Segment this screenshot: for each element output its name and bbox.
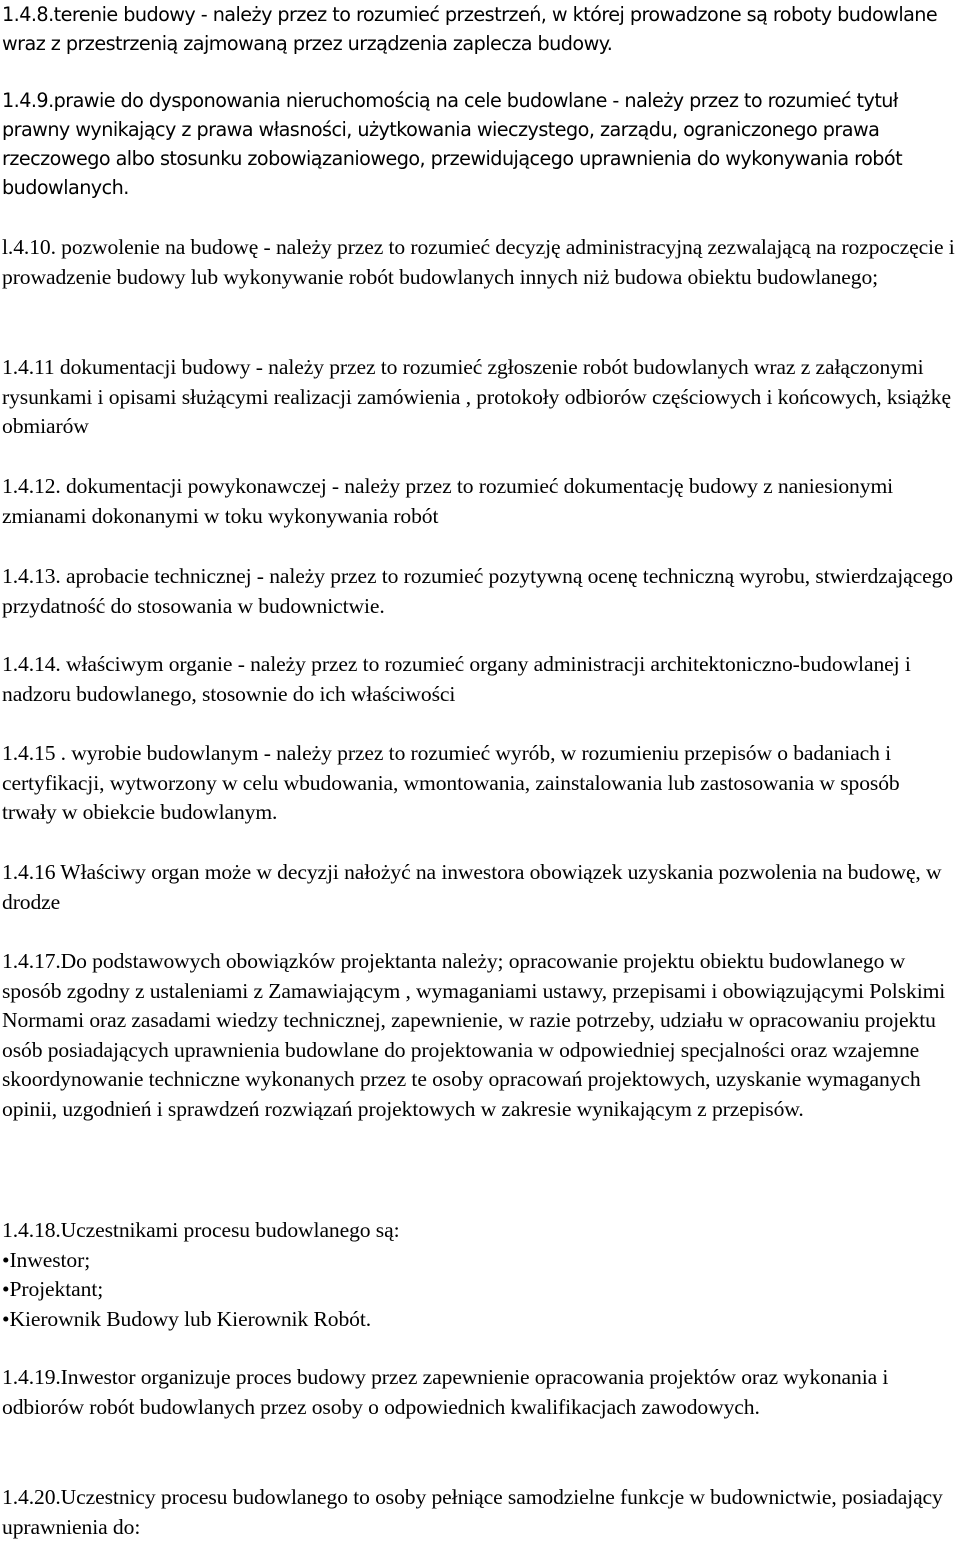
participants-list	[2, 1216, 399, 1334]
clause-1-4-20: 1.4.20.Uczestnicy procesu budowlanego to osoby pełniące samodzielne funkcje w budownictwie, posiadający uprawnienia do:	[2, 1485, 943, 1539]
definition-1-4-15: 1.4.15 . wyrobie budowlanym - należy przez to rozumieć wyrób, w rozumieniu przepisów o badaniach i certyfikacji, wytworzony w celu wbudowania, wmontowania, zainstalowania lub zastosowania w sposób trwały w obiekcie budowlanym.	[2, 741, 900, 825]
document-page	[2, 0, 958, 1543]
list-item: •Inwestor;	[2, 1247, 91, 1272]
list-item: •Projektant;	[2, 1277, 104, 1302]
clause-1-4-16: 1.4.16 Właściwy organ może w decyzji nałożyć na inwestora obowiązek uzyskania pozwolenia na budowę, w drodze	[2, 860, 942, 914]
definition-1-4-14: 1.4.14. właściwym organie - należy przez to rozumieć organy administracji architektoniczno-budowlanej i nadzoru budowlanego, stosownie do ich właściwości	[2, 652, 911, 706]
clause-1-4-17: 1.4.17.Do podstawowych obowiązków projektanta należy; opracowanie projektu obiektu budowlanego w sposób zgodny z ustaleniami z Zamawiającym , wymaganiami ustawy, przepisami i obowiązującymi Polskimi Normami oraz zasadami wiedzy technicznej, zapewnienie, w razie potrzeby, udziału w opracowaniu projektu osób posiadających uprawnienia budowlane do projektowania w odpowiedniej specjalności oraz wzajemne skoordynowanie techniczne wykonanych przez te osoby opracowań projektowych, uzyskanie wymaganych opinii, uzgodnień i sprawdzeń rozwiązań projektowych w zakresie wynikającym z przepisów.	[2, 949, 946, 1121]
definition-1-4-9: 1.4.9.prawie do dysponowania nieruchomością na cele budowlane - należy przez to rozumieć tytuł prawny wynikający z prawa własności, użytkowania wieczystego, zarządu, ograniczonego prawa rzeczowego albo stosunku zobowiązaniowego, przewidującego uprawnienia do wykonywania robót budowlanych.	[2, 89, 903, 199]
definition-1-4-11: 1.4.11 dokumentacji budowy - należy przez to rozumieć zgłoszenie robót budowlanych wraz z załączonymi rysunkami i opisami służącymi realizacji zamówienia , protokoły odbiorów częściowych i końcowych, książkę obmiarów	[2, 355, 951, 439]
clause-1-4-19: 1.4.19.Inwestor organizuje proces budowy przez zapewnienie opracowania projektów oraz wykonania i odbiorów robót budowlanych przez osoby o odpowiednich kwalifikacjach zawodowych.	[2, 1365, 889, 1419]
participants-heading: 1.4.18.Uczestnikami procesu budowlanego są:	[2, 1218, 400, 1242]
definition-1-4-12: 1.4.12. dokumentacji powykonawczej - należy przez to rozumieć dokumentację budowy z naniesionymi zmianami dokonanymi w toku wykonywania robót	[2, 474, 894, 528]
definition-1-4-13: 1.4.13. aprobacie technicznej - należy przez to rozumieć pozytywną ocenę techniczną wyrobu, stwierdzającego przydatność do stosowania w budownictwie.	[2, 564, 953, 618]
definition-1-4-10: l.4.10. pozwolenie na budowę - należy przez to rozumieć decyzję administracyjną zezwalającą na rozpoczęcie i prowadzenie budowy lub wykonywanie robót budowlanych innych niż budowa obiektu budowlanego;	[2, 235, 955, 289]
definition-1-4-8: 1.4.8.terenie budowy - należy przez to rozumieć przestrzeń, w której prowadzone są roboty budowlane wraz z przestrzenią zajmowaną przez urządzenia zaplecza budowy.	[2, 3, 938, 55]
list-item: •Kierownik Budowy lub Kierownik Robót.	[2, 1306, 372, 1331]
